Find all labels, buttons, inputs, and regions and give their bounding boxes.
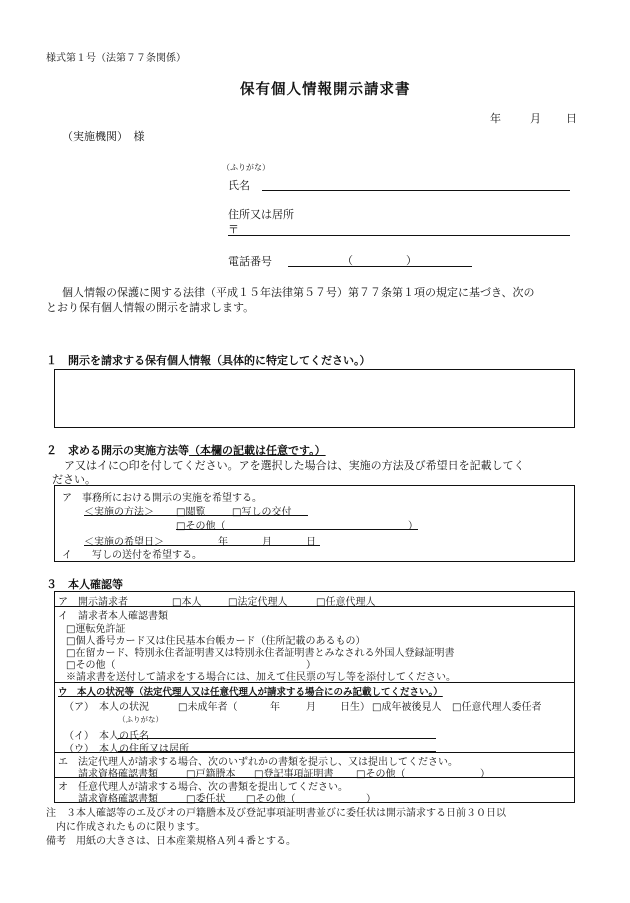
wish-day: 日 (306, 537, 316, 548)
status-day: 日生） (340, 702, 370, 713)
method-copy[interactable]: □写しの交付 (232, 507, 292, 518)
agency-label: （実施機関） 様 (62, 130, 145, 143)
intro-line-1: 個人情報の保護に関する法律（平成１５年法律第５７号）第７７条第１項の規定に基づき、次の (62, 286, 535, 299)
status-voluntary[interactable]: □任意代理人委任者 (452, 702, 542, 713)
name-label: 氏名 (228, 179, 250, 192)
row-o-other[interactable]: □その他（ (246, 794, 296, 805)
method-view[interactable]: □閲覧 (176, 507, 206, 518)
row-e-line1: エ 法定代理人が請求する場合、次のいずれかの書類を提示し、又は提出してください。 (58, 757, 458, 768)
row-e-other[interactable]: □その他（ (356, 769, 406, 780)
doc-license[interactable]: □運転免許証 (66, 624, 126, 635)
method-other-underline (176, 529, 418, 530)
person-address-label: （ウ） 本人の住所又は居所 (64, 744, 189, 755)
date-month: 月 (530, 112, 541, 125)
section1-heading: １ 開示を請求する保有個人情報（具体的に特定してください。） (46, 354, 371, 367)
wish-date-label: ＜実施の希望日＞ (84, 537, 164, 548)
wish-month: 月 (262, 537, 272, 548)
status-guardian[interactable]: □成年被後見人 (372, 702, 442, 713)
method-label: ＜実施の方法＞ (84, 507, 154, 518)
intro-line-2: とおり保有個人情報の開示を請求します。 (46, 301, 255, 314)
footer-remarks: 備考 用紙の大きさは、日本産業規格Ａ列４番とする。 (46, 836, 296, 847)
option-a[interactable]: ア 事務所における開示の実施を希望する。 (62, 493, 262, 504)
row-a-legal[interactable]: □法定代理人 (228, 597, 288, 608)
person-furigana-label: （ふりがな） (118, 715, 163, 724)
row-e-other-close: ） (480, 769, 490, 780)
method-underline (84, 515, 308, 516)
doc-note: ※請求書を送付して請求をする場合には、加えて住民票の写し等を添付してください。 (66, 672, 456, 683)
row-u-title-wrap (58, 684, 443, 698)
phone-label: 電話番号 (228, 255, 272, 268)
status-month: 月 (306, 702, 316, 713)
section3-heading: ３ 本人確認等 (46, 578, 123, 591)
section2-heading-main: ２ 求める開示の実施方法等 (46, 444, 189, 457)
row-e-doc-label: 請求資格確認書類 (78, 769, 158, 780)
status-label: （ア） 本人の状況 (64, 702, 149, 713)
address-label: 住所又は居所 (228, 208, 294, 221)
row-o-doc-label: 請求資格確認書類 (78, 794, 158, 805)
section2-heading-note: （本欄の記載は任意です。） (189, 444, 326, 457)
row-o-other-close: ） (366, 794, 376, 805)
date-year: 年 (490, 112, 501, 125)
person-name-field[interactable] (118, 738, 436, 739)
row-a-label: ア 開示請求者 (58, 597, 128, 608)
status-minor[interactable]: □未成年者（ (178, 702, 238, 713)
page-title: 保有個人情報開示請求書 (240, 81, 411, 98)
address-field[interactable] (228, 235, 570, 236)
requested-info-box[interactable] (54, 369, 575, 428)
phone-paren-open: （ (342, 254, 353, 267)
option-b[interactable]: イ 写しの送付を希望する。 (62, 550, 202, 561)
wish-year: 年 (218, 537, 228, 548)
footer-note-line1: 注 ３本人確認等のエ及びオの戸籍謄本及び登記事項証明書並びに委任状は開示請求する日前３０日以 (46, 808, 506, 819)
row-e-family[interactable]: □戸籍謄本 (186, 769, 236, 780)
method-other-close: ） (408, 521, 418, 532)
row-o-line1: オ 任意代理人が請求する場合、次の書類を提出してください。 (58, 782, 348, 793)
status-year: 年 (270, 702, 280, 713)
row-a-voluntary[interactable]: □任意代理人 (316, 597, 376, 608)
form-number: 様式第１号（法第７７条関係） (46, 53, 186, 64)
date-day: 日 (566, 112, 577, 125)
furigana-label: （ふりがな） (222, 163, 270, 172)
row-u-title: ウ 本人の状況等（法定代理人又は任意代理人が請求する場合にのみ記載してください。） (58, 687, 443, 698)
divider (54, 682, 575, 683)
method-other[interactable]: □その他（ (176, 521, 226, 532)
phone-paren-close: ） (406, 254, 417, 267)
section2-heading (46, 442, 326, 458)
row-i-title: イ 請求者本人確認書類 (58, 611, 168, 622)
section2-instruction-2: ださい。 (52, 473, 96, 486)
doc-other[interactable]: □その他（ (66, 660, 116, 671)
doc-residence[interactable]: □在留カード、特別永住者証明書又は特別永住者証明書とみなされる外国人登録証明書 (66, 648, 455, 659)
footer-note-line2: 内に作成されたものに限ります。 (56, 822, 206, 833)
phone-field[interactable] (288, 266, 472, 267)
row-e-registry[interactable]: □登記事項証明書 (254, 769, 334, 780)
section2-instruction-1: ア又はイに○印を付してください。アを選択した場合は、実施の方法及び希望日を記載してく (64, 459, 525, 472)
row-o-power[interactable]: □委任状 (186, 794, 226, 805)
person-name-label: （イ） 本人の氏名 (64, 731, 149, 742)
doc-other-close: ） (306, 660, 316, 671)
row-a-self[interactable]: □本人 (172, 597, 202, 608)
name-field[interactable] (262, 190, 570, 191)
doc-mynumber[interactable]: □個人番号カード又は住民基本台帳カード（住所記載のあるもの） (66, 636, 366, 647)
postal-mark: 〒 (228, 223, 239, 236)
